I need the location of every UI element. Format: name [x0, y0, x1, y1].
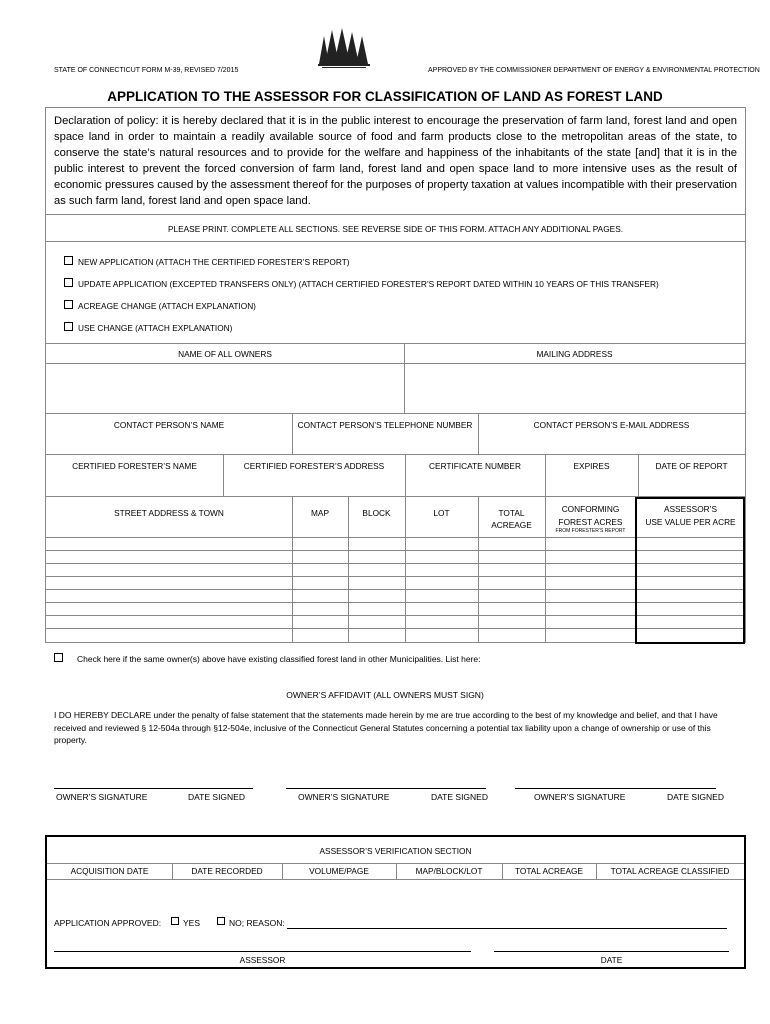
mailing-address-label: MAILING ADDRESS	[536, 349, 613, 359]
contact-phone-label: CONTACT PERSON’S TELEPHONE NUMBER	[297, 420, 473, 430]
owners-section	[45, 344, 746, 414]
owner-signature-label-3: OWNER’S SIGNATURE	[534, 792, 626, 802]
forester-section	[45, 455, 746, 497]
street-address-header: STREET ADDRESS & TOWN	[114, 508, 224, 518]
new-application-checkbox[interactable]	[64, 256, 73, 265]
conforming-header-3: FROM FORESTER’S REPORT	[555, 528, 626, 534]
form-id: STATE OF CONNECTICUT FORM M-39, REVISED 7/2015	[54, 67, 239, 74]
approved-no-label: NO; REASON:	[229, 918, 285, 928]
lot-header: LOT	[433, 508, 450, 518]
owner-signature-label-2: OWNER’S SIGNATURE	[298, 792, 390, 802]
policy-declaration: Declaration of policy: it is hereby declared that it is in the public interest to encourage the preservation of farm land, forest land and open space land in order to maintain a readily available source of food and farm products close to the metropolitan areas of the state, to conserve the state’s natural resources and to provide for the welfare and happiness of the inhabitants of the state [and] that it is in the public interest to prevent the forced conversion of farm land, forest land and open space land to more intensive uses as the result of economic pressures caused by the assessment thereof for the purposes of property taxation at values incompatible with their preservation as such farm land, forest land and open space land.	[45, 107, 746, 215]
approval-note: APPROVED BY THE COMMISSIONER DEPARTMENT OF ENERGY & ENVIRONMENTAL PROTECTION	[428, 67, 760, 74]
date-signed-label-1: DATE SIGNED	[188, 792, 245, 802]
acquisition-date-label: ACQUISITION DATE	[70, 866, 149, 876]
assessor-verification-section	[45, 835, 746, 969]
contact-email-label: CONTACT PERSON’S E-MAIL ADDRESS	[533, 420, 690, 430]
approved-yes-checkbox[interactable]	[171, 917, 179, 925]
contact-name-label: CONTACT PERSON’S NAME	[113, 420, 225, 430]
total-acreage-classified-label: TOTAL ACREAGE CLASSIFIED	[610, 866, 730, 876]
map-block-lot-label: MAP/BLOCK/LOT	[415, 866, 483, 876]
owners-name-label: NAME OF ALL OWNERS	[178, 349, 272, 359]
total-acreage-header-2: ACREAGE	[491, 520, 532, 530]
approved-no-checkbox[interactable]	[217, 917, 225, 925]
volume-page-label: VOLUME/PAGE	[309, 866, 369, 876]
owner-signature-line-3[interactable]	[515, 788, 716, 789]
update-application-checkbox[interactable]	[64, 278, 73, 287]
reason-line[interactable]	[287, 928, 727, 929]
other-municipalities-checkbox[interactable]	[54, 653, 63, 662]
pine-trees-icon	[318, 26, 370, 70]
use-change-label: USE CHANGE (ATTACH EXPLANATION)	[78, 323, 233, 333]
owner-signature-line-2[interactable]	[286, 788, 486, 789]
total-acreage-label: TOTAL ACREAGE	[514, 866, 584, 876]
acreage-change-label: ACREAGE CHANGE (ATTACH EXPLANATION)	[78, 301, 256, 311]
update-application-label: UPDATE APPLICATION (EXCEPTED TRANSFERS ONLY) (ATTACH CERTIFIED FORESTER’S REPORT DATED WITHIN 10 YEARS OF THIS TRANSFER)	[78, 279, 659, 289]
assessor-date-label: DATE	[600, 955, 623, 965]
assessor-signature-line[interactable]	[54, 951, 471, 952]
date-recorded-label: DATE RECORDED	[191, 866, 263, 876]
instructions-row	[45, 215, 746, 242]
assessor-use-value-column	[635, 497, 745, 644]
block-header: BLOCK	[362, 508, 391, 518]
affidavit-text: I DO HEREBY DECLARE under the penalty of false statement that the statements made herein by me are true according to the best of my knowledge and belief, and that I have received and reviewed § 12-504a through §12-504e, inclusive of the Connecticut General Statutes concerning a potential tax liability upon a change of ownership or use of this property.	[54, 710, 718, 745]
assessor-value-header-1: ASSESSOR’S	[663, 504, 718, 514]
contact-section	[45, 414, 746, 455]
acreage-change-checkbox[interactable]	[64, 300, 73, 309]
page-title: APPLICATION TO THE ASSESSOR FOR CLASSIFICATION OF LAND AS FOREST LAND	[107, 89, 663, 104]
owners-name-field[interactable]	[47, 365, 402, 412]
forester-address-label: CERTIFIED FORESTER’S ADDRESS	[243, 461, 385, 471]
instructions-text: PLEASE PRINT. COMPLETE ALL SECTIONS. SEE REVERSE SIDE OF THIS FORM. ATTACH ANY ADDITIONAL PAGES.	[167, 224, 624, 234]
application-type-section	[45, 242, 746, 344]
conforming-header-2: FOREST ACRES	[558, 517, 623, 527]
forester-name-label: CERTIFIED FORESTER’S NAME	[72, 461, 197, 471]
owner-signature-line-1[interactable]	[54, 788, 253, 789]
owner-signature-label-1: OWNER’S SIGNATURE	[56, 792, 148, 802]
date-signed-label-3: DATE SIGNED	[667, 792, 724, 802]
report-date-label: DATE OF REPORT	[655, 461, 728, 471]
total-acreage-header-1: TOTAL	[498, 508, 525, 518]
other-municipalities-label: Check here if the same owner(s) above have existing classified forest land in other Municipalities. List here:	[77, 654, 481, 664]
approved-yes-label: YES	[183, 918, 201, 928]
certificate-number-label: CERTIFICATE NUMBER	[429, 461, 521, 471]
new-application-label: NEW APPLICATION (ATTACH THE CERTIFIED FORESTER’S REPORT)	[78, 257, 350, 267]
mailing-address-field[interactable]	[406, 365, 744, 412]
application-approved-label: APPLICATION APPROVED:	[54, 918, 162, 928]
verification-heading: ASSESSOR’S VERIFICATION SECTION	[319, 846, 472, 856]
date-signed-label-2: DATE SIGNED	[431, 792, 488, 802]
conforming-header-1: CONFORMING	[561, 504, 620, 514]
expires-label: EXPIRES	[573, 461, 610, 471]
affidavit-heading: OWNER’S AFFIDAVIT (ALL OWNERS MUST SIGN)	[286, 690, 484, 700]
assessor-date-line[interactable]	[494, 951, 729, 952]
assessor-label: ASSESSOR	[239, 955, 286, 965]
assessor-value-header-2: USE VALUE PER ACRE	[645, 517, 736, 527]
use-change-checkbox[interactable]	[64, 322, 73, 331]
map-header: MAP	[311, 508, 329, 518]
